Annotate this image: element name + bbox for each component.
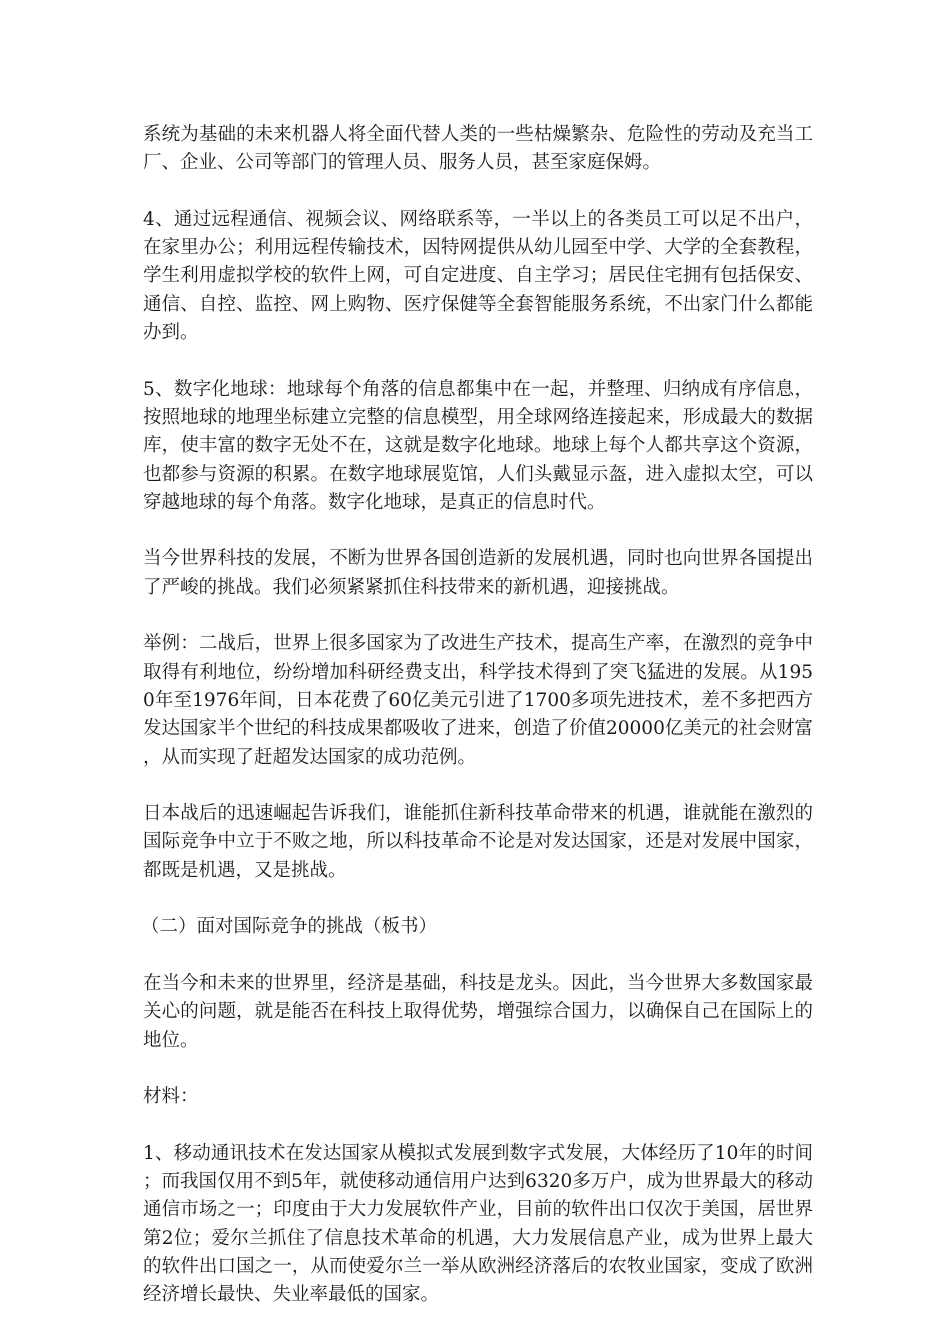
- paragraph-mobile-comm: 1、移动通讯技术在发达国家从模拟式发展到数字式发展，大体经历了10年的时间；而我国仅用不到5年，就使移动通信用户达到6320多万户，成为世界最大的移动通信市场之一；印度由于大力发展软件产业，目前的软件出口仅次于美国，居世界第2位；爱尔兰抓住了信息技术革命的机遇，大力发展信息产业，成为世界上最大的软件出口国之一，从而使爱尔兰一举从欧洲经济落后的农牧业国家，变成了欧洲经济增长最快、失业率最低的国家。: [143, 1142, 813, 1306]
- paragraph-opportunities: 当今世界科技的发展，不断为世界各国创造新的发展机遇，同时也向世界各国提出了严峻的挑战。我们必须紧紧抓住科技带来的新机遇，迎接挑战。: [143, 548, 813, 598]
- paragraph-example-japan: 举例：二战后，世界上很多国家为了改进生产技术，提高生产率，在激烈的竞争中取得有利地位，纷纷增加科研经费支出，科学技术得到了突飞猛进的发展。从1950年至1976年间，日本花费了60亿美元引进了1700多项先进技术，差不多把西方发达国家半个世纪的科技成果都吸收了进来，创造了价值20000亿美元的社会财富，从而实现了赶超发达国家的成功范例。: [143, 633, 813, 768]
- document-body: [143, 121, 813, 1338]
- paragraph-digital-earth: 5、数字化地球：地球每个角落的信息都集中在一起，并整理、归纳成有序信息，按照地球的地理坐标建立完整的信息模型，用全球网络连接起来，形成最大的数据库，使丰富的数字无处不在，这就是数字化地球。地球上每个人都共享这个资源，也都参与资源的积累。在数字地球展览馆，人们头戴显示盔，进入虚拟太空，可以穿越地球的每个角落。数字化地球，是真正的信息时代。: [143, 378, 813, 513]
- paragraph-remote-work: 4、通过远程通信、视频会议、网络联系等，一半以上的各类员工可以足不出户，在家里办公；利用远程传输技术，因特网提供从幼儿园至中学、大学的全套教程，学生利用虚拟学校的软件上网，可自定进度、自主学习；居民住宅拥有包括保安、通信、自控、监控、网上购物、医疗保健等全套智能服务系统，不出家门什么都能办到。: [143, 208, 813, 344]
- paragraph-japan-rise: 日本战后的迅速崛起告诉我们，谁能抓住新科技革命带来的机遇，谁就能在激烈的国际竞争中立于不败之地，所以科技革命不论是对发达国家，还是对发展中国家，都既是机遇，又是挑战。: [143, 803, 813, 881]
- paragraph-robots: 系统为基础的未来机器人将全面代替人类的一些枯燥繁杂、危险性的劳动及充当工厂、企业、公司等部门的管理人员、服务人员，甚至家庭保姆。: [143, 124, 813, 174]
- paragraph-material-label: 材料：: [143, 1086, 199, 1108]
- section-heading: （二）面对国际竞争的挑战（板书）: [141, 916, 438, 938]
- paragraph-economy-tech: 在当今和未来的世界里，经济是基础，科技是龙头。因此，当今世界大多数国家最关心的问题，就是能否在科技上取得优势，增强综合国力，以确保自己在国际上的地位。: [143, 972, 813, 1051]
